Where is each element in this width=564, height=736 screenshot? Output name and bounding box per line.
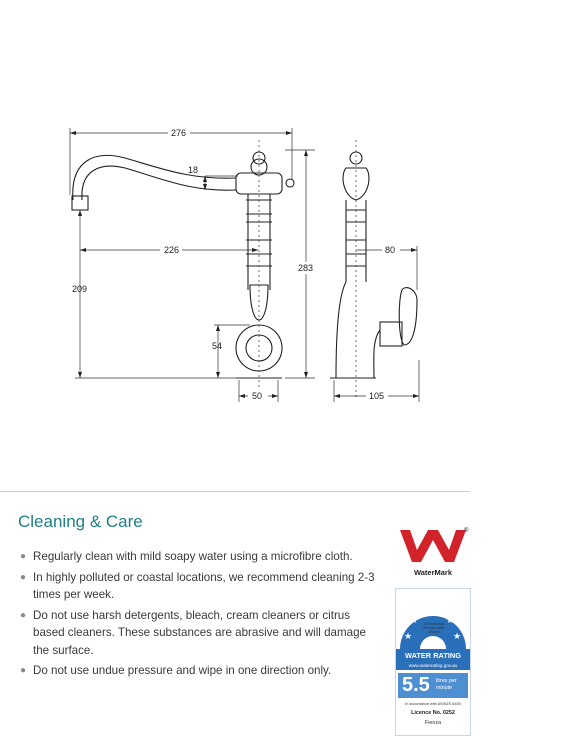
care-heading: Cleaning & Care (18, 512, 143, 531)
spout-nozzle (72, 196, 88, 210)
watermark-icon (396, 526, 470, 566)
bullet-icon: ● (20, 665, 27, 676)
list-item (18, 569, 383, 604)
list-item (18, 607, 383, 660)
stars-note: The more stars the more water efficient (423, 622, 445, 634)
dim-base-depth: 105 (369, 391, 385, 401)
rating-standard: In accordance with AS/NZS 6400 (405, 702, 461, 706)
registered-mark: ® (464, 528, 469, 534)
svg-text:★: ★ (404, 632, 413, 642)
dim-spout-clearance: 209 (72, 284, 88, 294)
score-panel (398, 673, 468, 698)
side-rings (346, 210, 366, 266)
side-boss (380, 322, 402, 346)
dim-total-height: 283 (298, 263, 314, 273)
section-divider (0, 491, 470, 492)
svg-text:★: ★ (453, 632, 462, 642)
list-item-text: In highly polluted or coastal locations, we recommend cleaning 2-3 times per week. (33, 570, 375, 601)
rating-model: Fienza (424, 720, 442, 726)
list-item (18, 662, 383, 680)
list-item-text: Regularly clean with mild soapy water using a microfibre cloth. (33, 550, 353, 563)
dim-base-height: 54 (212, 341, 223, 351)
svg-text:★: ★ (410, 616, 419, 626)
dim-lever-projection: 80 (385, 245, 396, 255)
svg-text:★: ★ (428, 609, 437, 619)
spout-outline (73, 155, 236, 200)
care-list (18, 548, 383, 683)
list-item-text: Do not use undue pressure and wipe in one direction only. (33, 664, 332, 677)
watermark-label: WaterMark (413, 568, 453, 577)
svg-text:★: ★ (446, 616, 455, 626)
top-finial (253, 152, 265, 164)
base-center (246, 335, 272, 361)
water-rating-label (395, 588, 471, 736)
star-rating-icon (396, 589, 470, 649)
dim-base-width: 50 (252, 391, 263, 401)
watermark-logo (396, 526, 474, 578)
list-item (18, 548, 383, 566)
list-item-text: Do not use harsh detergents, bleach, cream cleaners or citrus based cleaners. These substances are abrasive and will damage the surface. (33, 608, 366, 657)
rating-title: WATER RATING (396, 649, 470, 662)
rating-licence: Licence No. 0252 (411, 710, 455, 716)
bullet-icon: ● (20, 551, 27, 562)
bullet-icon: ● (20, 571, 27, 583)
dim-spout-height: 18 (188, 165, 199, 175)
side-cap (286, 179, 294, 187)
star-dial (396, 589, 470, 649)
side-finial (350, 152, 362, 164)
dim-reach: 226 (164, 245, 180, 255)
bullet-icon: ● (20, 609, 27, 621)
rating-url: www.waterrating.gov.au (396, 662, 470, 670)
spout-inner (82, 166, 236, 200)
rating-score: 5.5 (402, 674, 430, 696)
rating-unit: litres per minute (436, 678, 457, 691)
dim-overall-width: 276 (171, 128, 187, 138)
side-body (336, 282, 380, 378)
